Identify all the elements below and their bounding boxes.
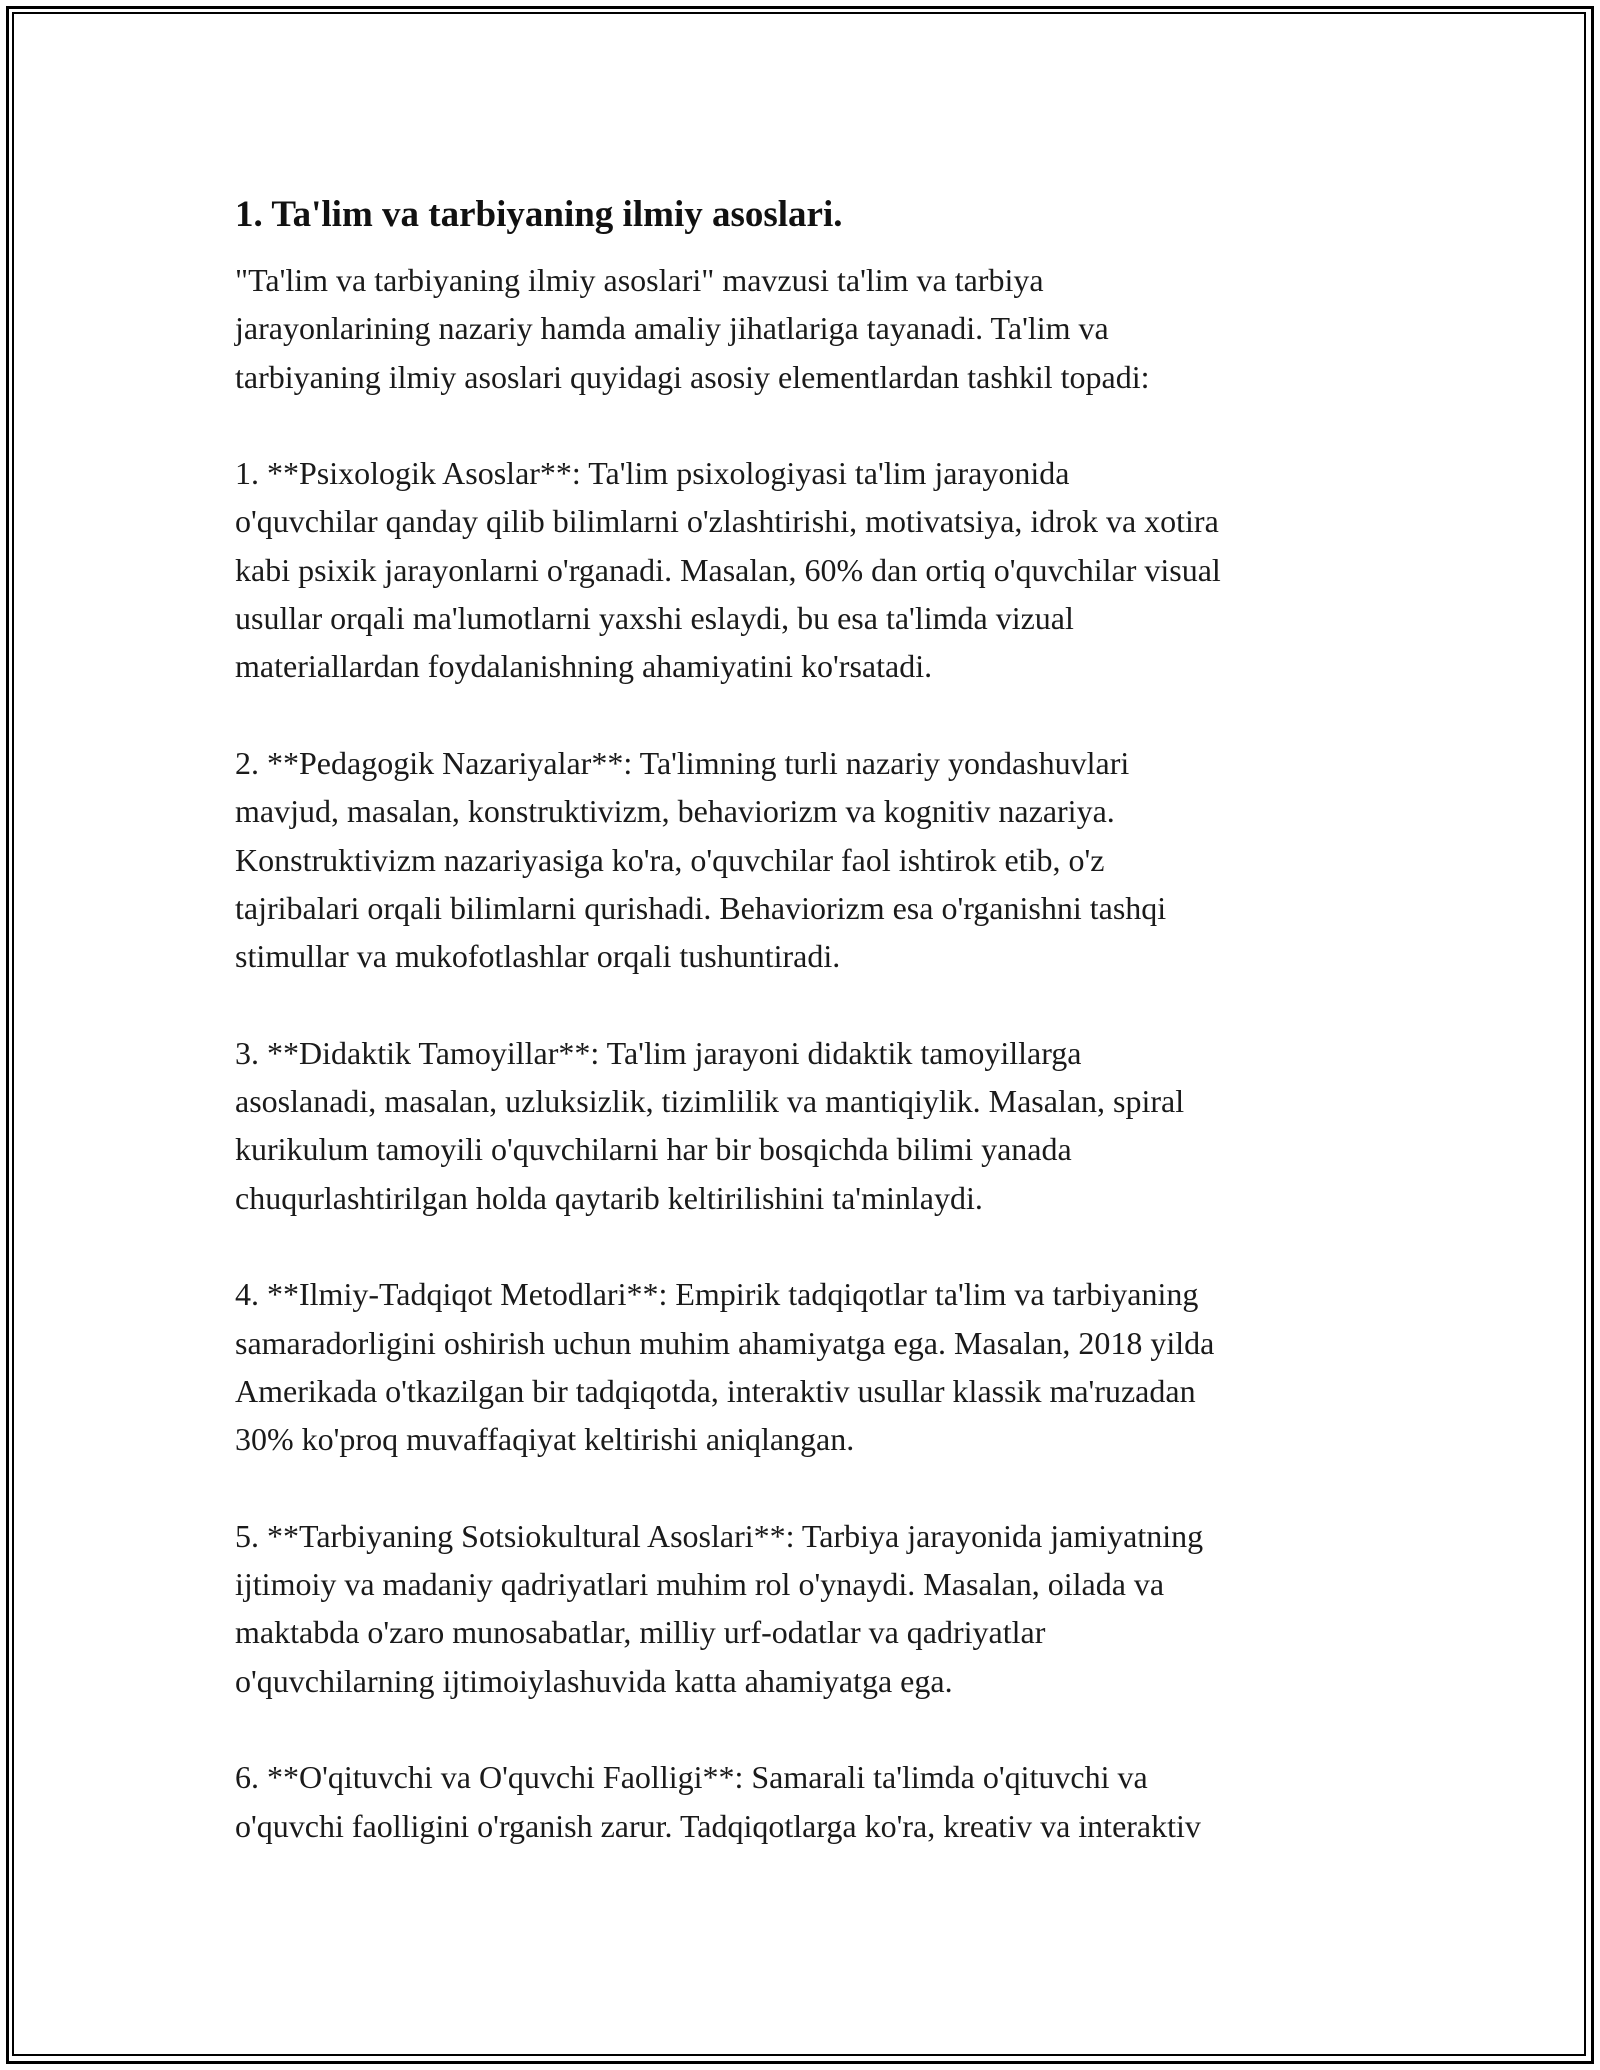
text-line: materiallardan foydalanishning ahamiyatini ko'rsatadi.	[235, 648, 933, 685]
text-line: Konstruktivizm nazariyasiga ko'ra, o'quvchilar faol ishtirok etib, o'z	[235, 841, 1105, 878]
text-line: mavjud, masalan, konstruktivizm, behaviorizm va kognitiv nazariya.	[235, 793, 1115, 830]
text-line: o'quvchi faolligini o'rganish zarur. Tadqiqotlarga ko'ra, kreativ va interaktiv	[235, 1807, 1201, 1844]
text-line: jarayonlarining nazariy hamda amaliy jihatlariga tayanadi. Ta'lim va	[235, 310, 1109, 347]
paragraph-psixologik-asoslar	[235, 449, 1375, 690]
document-body	[235, 186, 1375, 1898]
paragraph-oqituvchi-va-oquvchi-faolligi	[235, 1753, 1375, 1850]
text-line: 3. **Didaktik Tamoyillar**: Ta'lim jarayoni didaktik tamoyillarga	[235, 1034, 1082, 1071]
text-line: stimullar va mukofotlashlar orqali tushuntiradi.	[235, 938, 841, 975]
text-line: 1. **Psixologik Asoslar**: Ta'lim psixologiyasi ta'lim jarayonida	[235, 455, 1070, 492]
text-line: usullar orqali ma'lumotlarni yaxshi eslaydi, bu esa ta'limda vizual	[235, 600, 1074, 637]
text-line: ijtimoiy va madaniy qadriyatlari muhim rol o'ynaydi. Masalan, oilada va	[235, 1566, 1165, 1603]
paragraph-didaktik-tamoyillar	[235, 1029, 1375, 1222]
text-line: 2. **Pedagogik Nazariyalar**: Ta'limning turli nazariy yondashuvlari	[235, 744, 1130, 781]
paragraph-ilmiy-tadqiqot-metodlari	[235, 1270, 1375, 1463]
text-line: 30% ko'proq muvaffaqiyat keltirishi aniqlangan.	[235, 1421, 855, 1458]
text-line: kurikulum tamoyili o'quvchilarni har bir bosqichda bilimi yanada	[235, 1131, 1072, 1168]
text-line: 4. **Ilmiy-Tadqiqot Metodlari**: Empirik tadqiqotlar ta'lim va tarbiyaning	[235, 1276, 1199, 1313]
text-line: o'quvchilarning ijtimoiylashuvida katta ahamiyatga ega.	[235, 1662, 953, 1699]
text-line: maktabda o'zaro munosabatlar, milliy urf-odatlar va qadriyatlar	[235, 1614, 1046, 1651]
section-heading: 1. Ta'lim va tarbiyaning ilmiy asoslari.	[235, 194, 843, 235]
paragraph-pedagogik-nazariyalar	[235, 739, 1375, 980]
paragraph-tarbiyaning-sotsiokultural-asoslari	[235, 1512, 1375, 1705]
text-line: samaradorligini oshirish uchun muhim ahamiyatga ega. Masalan, 2018 yilda	[235, 1324, 1215, 1361]
text-line: chuqurlashtirilgan holda qaytarib keltirilishini ta'minlaydi.	[235, 1179, 983, 1216]
text-line: o'quvchilar qanday qilib bilimlarni o'zlashtirishi, motivatsiya, idrok va xotira	[235, 503, 1219, 540]
text-line: "Ta'lim va tarbiyaning ilmiy asoslari" mavzusi ta'lim va tarbiya	[235, 262, 1044, 298]
text-line: tajribalari orqali bilimlarni qurishadi. Behaviorizm esa o'rganishni tashqi	[235, 889, 1167, 926]
text-line: tarbiyaning ilmiy asoslari quyidagi asosiy elementlardan tashkil topadi:	[235, 358, 1150, 395]
intro-paragraph	[235, 256, 1375, 401]
text-line: asoslanadi, masalan, uzluksizlik, tizimlilik va mantiqiylik. Masalan, spiral	[235, 1083, 1185, 1120]
text-line: Amerikada o'tkazilgan bir tadqiqotda, interaktiv usullar klassik ma'ruzadan	[235, 1372, 1196, 1409]
text-line: 5. **Tarbiyaning Sotsiokultural Asoslari**: Tarbiya jarayonida jamiyatning	[235, 1517, 1204, 1554]
text-line: 6. **O'qituvchi va O'quvchi Faolligi**: Samarali ta'limda o'qituvchi va	[235, 1759, 1148, 1796]
text-line: kabi psixik jarayonlarni o'rganadi. Masalan, 60% dan ortiq o'quvchilar visual	[235, 551, 1221, 588]
